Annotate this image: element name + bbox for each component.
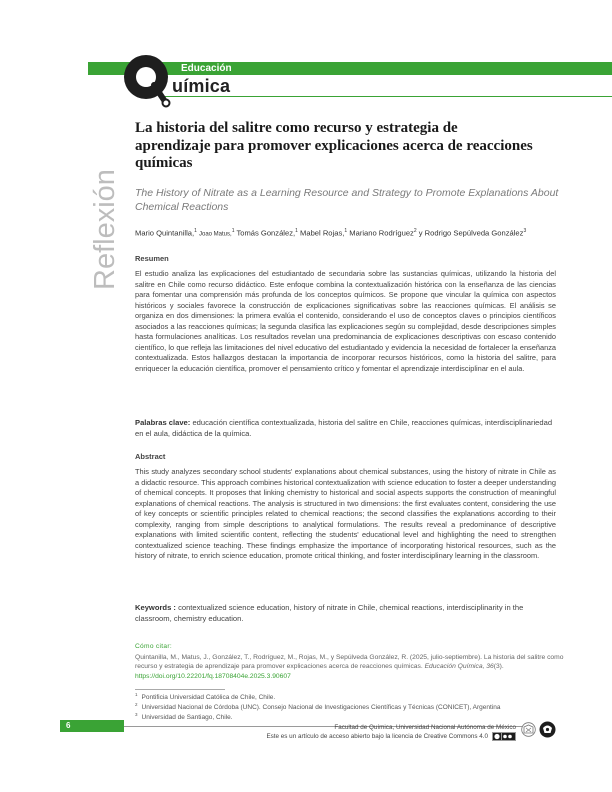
author-name: Mabel Rojas, bbox=[300, 228, 345, 238]
author-name: Tomás González, bbox=[236, 228, 296, 238]
section-label bbox=[86, 130, 122, 290]
keywords-label: Keywords : bbox=[135, 603, 176, 612]
author-affiliation: 2 bbox=[413, 228, 417, 234]
footnote-text: Universidad Nacional de Córdoba (UNC). Consejo Nacional de Investigaciones Científicas y Técnicas (CONICET), Argentina bbox=[141, 704, 501, 712]
footnote-divider bbox=[135, 689, 225, 690]
citation-doi-link[interactable]: https://doi.org/10.22201/fq.18708404e.2025.3.90607 bbox=[135, 672, 291, 680]
author-name: y Rodrigo Sepúlveda González bbox=[418, 228, 524, 238]
footnote-number: 1 bbox=[135, 692, 138, 697]
author-affiliation: 1 bbox=[295, 228, 298, 234]
footnote bbox=[135, 702, 575, 711]
journal-q-logo-icon bbox=[118, 50, 180, 112]
author-affiliation: 1 bbox=[194, 228, 197, 234]
journal-logo-top: Educación bbox=[181, 63, 232, 74]
page-number: 6 bbox=[66, 721, 71, 730]
author-list bbox=[135, 228, 575, 238]
creative-commons-icon[interactable] bbox=[492, 732, 516, 741]
resumen-heading: Resumen bbox=[135, 254, 169, 263]
citation-issue: (3). bbox=[493, 663, 504, 671]
footnote bbox=[135, 712, 575, 721]
author-affiliation: 1 bbox=[231, 228, 235, 234]
footnote bbox=[135, 692, 575, 701]
section-label-text: Reflexión bbox=[89, 169, 121, 290]
footnote-text: Universidad de Santiago, Chile. bbox=[141, 714, 233, 722]
footnote-number: 2 bbox=[135, 702, 138, 707]
palabras-clave-text: educación científica contextualizada, historia del salitre en Chile, reacciones químicas, interdisciplinariedad en el aula, didáctica de la química. bbox=[135, 418, 553, 438]
author-affiliation: 1 bbox=[344, 228, 348, 234]
citation bbox=[135, 653, 565, 681]
author-name: Mariano Rodríguez bbox=[349, 228, 414, 238]
palabras-clave bbox=[135, 418, 556, 439]
keywords-text: contextualized science education, history of nitrate in Chile, chemical reactions, interdisciplinarity in the classroom, chemistry education. bbox=[135, 603, 524, 623]
article-title: La historia del salitre como recurso y estrategia de aprendizaje para promover explicaciones acerca de reacciones químicas bbox=[135, 120, 533, 171]
footer-license: Este es un artículo de acceso abierto bajo la licencia de Creative Commons 4.0 bbox=[266, 733, 488, 740]
keywords bbox=[135, 603, 556, 624]
article-subtitle: The History of Nitrate as a Learning Resource and Strategy to Promote Explanations About Chemical Reactions bbox=[135, 187, 559, 213]
author-name: Mario Quintanilla, bbox=[135, 228, 195, 238]
journal-logo-main: uímica bbox=[172, 76, 231, 96]
citation-label: Cómo citar: bbox=[135, 643, 173, 650]
footer-institution: Facultad de Química, Universidad Nacional Autónoma de México bbox=[334, 724, 516, 731]
author-affiliation: 3 bbox=[523, 228, 527, 234]
abstract-heading: Abstract bbox=[135, 452, 166, 461]
footnote-number: 3 bbox=[135, 712, 138, 717]
citation-text: Quintanilla, M., Matus, J., González, T., Rodríguez, M., Rojas, M., y Sepúlveda González, R. (2025, julio-septiembre). La historia del salitre como recurso y estrategia de aprendizaje para promover explicaciones acerca de reacciones químicas. bbox=[135, 654, 564, 671]
author-name: Joao Matus, bbox=[199, 231, 232, 238]
resumen-text: El estudio analiza las explicaciones del estudiantado de secundaria sobre las sustancias químicas, utilizando la historia del salitre en Chile como recurso didáctico. Este enfoque combina la contextualización histórica con la enseñanza de las ciencias para fomentar una comprensión más profunda de los conceptos químicos. Se propone que vincular la química con aspectos históricos y sociales favorece la construcción de explicaciones significativas sobre las reacciones químicas. El análisis se organiza en dos dimensiones: la primera evalúa el contenido, considerando el uso de conceptos claves o principios científicos asociados a las reacciones químicas; la segunda clasifica las explicaciones según su complejidad, desde descripciones simples hasta formulaciones analíticas. Los resultados revelan una predominancia de explicaciones descriptivas con escaso contenido científico, lo que refleja las limitaciones del nivel educativo del estudiantado y evidencia la necesidad de fortalecer la enseñanza contextualizada. Estos hallazgos destacan la importancia de incorporar recursos históricos, como la historia del salitre, para enriquecer la educación científica, promover el pensamiento crítico y fomentar el aprendizaje interdisciplinar en el aula. bbox=[135, 269, 556, 373]
facultad-quimica-logo-icon bbox=[539, 721, 556, 738]
abstract-text: This study analyzes secondary school students' explanations about chemical substances, using the history of nitrate in Chile as a didactic resource. This approach combines historical contextualization with science education to foster a deeper understanding of chemical concepts. It proposes that linking chemistry to historical and social aspects supports the construction of meaningful explanations of chemical reactions. The analysis is structured in two dimensions: the first evaluates content, considering the use of key concepts or scientific principles related to chemical reactions; the second classifies the explanations according to their complexity, ranging from simple descriptions to analytical formulations. The results reveal a predominance of descriptive explanations with limited scientific content, reflecting the students' educational level and highlighting the need to strengthen contextualized science teaching. These findings emphasize the importance of incorporating historical resources, such as the history of nitrate, to enrich science education, promote critical thinking, and foster interdisciplinary learning in the classroom. bbox=[135, 467, 556, 560]
header-green-rule bbox=[160, 96, 612, 97]
footnote-text: Pontificia Universidad Católica de Chile, Chile. bbox=[141, 694, 276, 702]
citation-journal: Educación Química, 36 bbox=[424, 663, 494, 671]
unam-seal-icon bbox=[521, 722, 536, 737]
palabras-clave-label: Palabras clave: bbox=[135, 418, 191, 427]
